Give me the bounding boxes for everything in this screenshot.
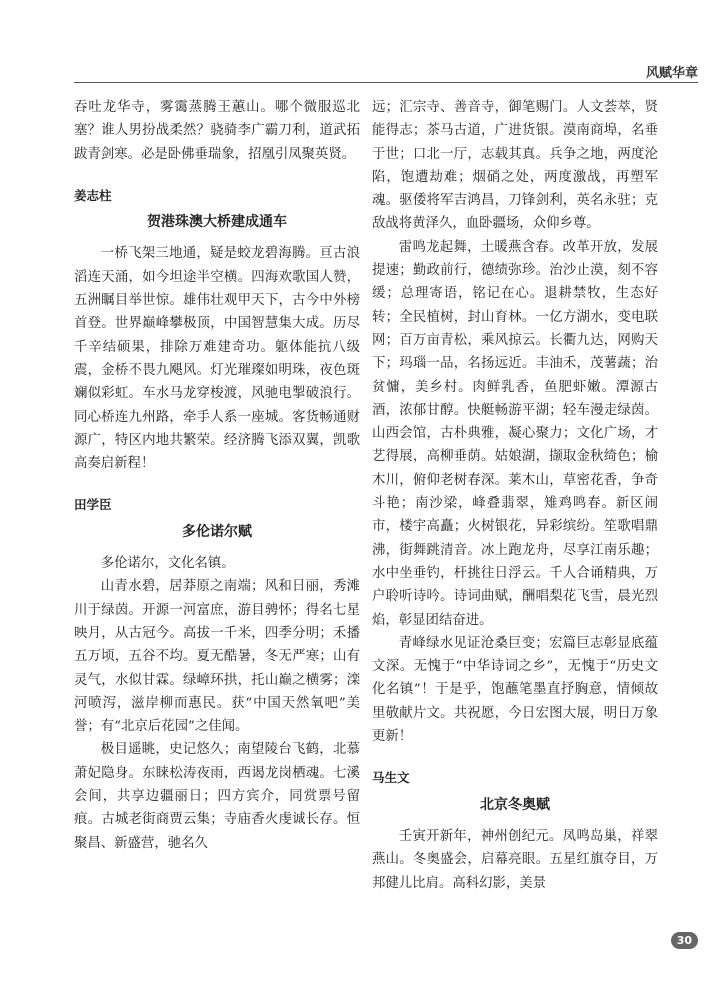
poem1-author: 姜志柱 bbox=[74, 187, 112, 203]
poem2-continuation: 远；汇宗寺、善音寺，御笔赐门。人文荟萃，贤能得志；茶马古道，广进货银。漠南商埠，名垂于世；口北一厅，志载其真。兵争之地，两度沦陷，饱遭劫难；烟硝之处，两度激战，再塑军魂。驱倭将军吉鸿昌，刀锋剑利，英名永驻；克敌战将黄泽久，血卧疆场，众仰乡尊。 bbox=[372, 100, 658, 232]
poem1-title: 贺港珠澳大桥建成通车 bbox=[147, 214, 287, 231]
poem3-body: 壬寅开新年，神州创纪元。凤鸣岛巢，祥翠燕山。冬奥盛会，启幕亮眼。五星红旗夺目，万邦健儿比肩。高科幻影，美景 bbox=[372, 828, 658, 891]
intro-paragraph: 吞吐龙华寺，雾霭蒸腾王蕙山。哪个微服巡北塞？谁人男扮战柔然？骁骑李广霸刀利，道武拓跋青剑寒。必是卧佛垂瑞象，招凰引凤聚英贤。 bbox=[74, 100, 360, 162]
poem2-paragraph-2: 山青水碧，居莽原之南端；风和日丽，秀滩川于绿茵。开源一河富庶，游目骋怀；得名七星映月，从古冠今。高拔一千米，四季分明；禾播五万顷，五谷不均。夏无酷暑，冬无严寒；山有灵气，水似甘霖。绿嶂环拱，托山巅之横雾；滦河喷泻，滋岸柳而惠民。获“中国天然氧吧”美誉；有“北京后花园”之佳闻。 bbox=[74, 579, 360, 735]
poem3-title: 北京冬奥赋 bbox=[480, 796, 550, 813]
poem2-paragraph-4: 雷鸣龙起舞，土暖燕含春。改革开放，发展提速；勤政前行，德绩弥珍。治沙止漠，刻不容缓；总理寄语，铭记在心。退耕禁牧，生态好转；全民植树，封山育林。一亿方湖水，变电联网；百万亩青松，乘风掠云。长衢九达，网购天下；玛瑙一品，名扬远近。丰油禾，茂薯蔬；治贫慵，美乡村。肉鲜乳香，鱼肥虾嫩。潭源古酒，浓郁甘醇。快艇畅游平湖；轻车漫走绿茵。山西会馆，古朴典雅，凝心聚力；文化广场，才艺得展，高柳垂荫。姑娘湖，撷取金秋绮色；榆木川，俯仰老树春深。莱木山，草密花香，争奇斗艳；南沙梁，峰叠翡翠，雉鸡鸣春。新区闹市，楼宇高矗；火树银花，异彩缤纷。笙歌唱鼎沸，街舞跳清音。冰上跑龙舟，尽享江南乐趣；水中坐垂钓，杆挑往日浮云。千人合诵精典，万户聆听诗吟。诗词曲赋，酬唱梨花飞雪，晨光烈焰，彰显团结奋进。 bbox=[372, 239, 658, 628]
poem3-author: 马生文 bbox=[372, 770, 410, 786]
poem2-paragraph-3: 极目遥眺，史记悠久；南望陵台飞鹤，北慕萧妃隐身。东睐松涛夜雨，西谒龙岗栖魂。七溪会间，共享边疆丽日；四方宾介，同赏票号留痕。古城老街商贾云集；寺庙香火虔诚长存。恒聚昌、新盛营，驰名久 bbox=[74, 742, 360, 851]
poem2-author: 田学臣 bbox=[74, 497, 112, 513]
page-header-title: 风赋华章 bbox=[645, 66, 698, 81]
poem2-title: 多伦诺尔赋 bbox=[182, 523, 252, 540]
right-column bbox=[372, 96, 658, 895]
poem2-paragraph-1: 多伦诺尔，文化名镇。 bbox=[100, 556, 235, 572]
poem1-body: 一桥飞架三地通，疑是蛟龙碧海腾。亘古浪滔连天涌，如今坦途半空横。四海欢歌国人赞，五洲瞩目举世惊。雄伟壮观甲天下，古今中外榜首登。世界巅峰攀极顶，中国智慧集大成。历尽千辛结硕果，排除万难建奇功。躯体能抗八级震，金桥不畏九飓风。灯光璀璨如明珠，夜色斑斓似彩虹。车水马龙穿梭渡，风驰电掣破浪行。同心桥连九州路，牵手人系一座城。客货畅通财源广，特区内地共繁荣。经济腾飞添双翼，凯歌高奏启新程！ bbox=[74, 246, 360, 472]
left-column bbox=[74, 96, 360, 855]
page-number-badge: 30 bbox=[671, 932, 698, 949]
header-divider bbox=[74, 82, 698, 83]
poem2-paragraph-5: 青峰绿水见证沧桑巨变；宏篇巨志彰显底蕴文深。无愧于“中华诗词之乡”，无愧于“历史文化名镇”！于是乎，饱蘸笔墨直抒胸意，情倾故里敬献片文。共祝愿，今日宏图大展，明日万象更新！ bbox=[372, 635, 658, 745]
